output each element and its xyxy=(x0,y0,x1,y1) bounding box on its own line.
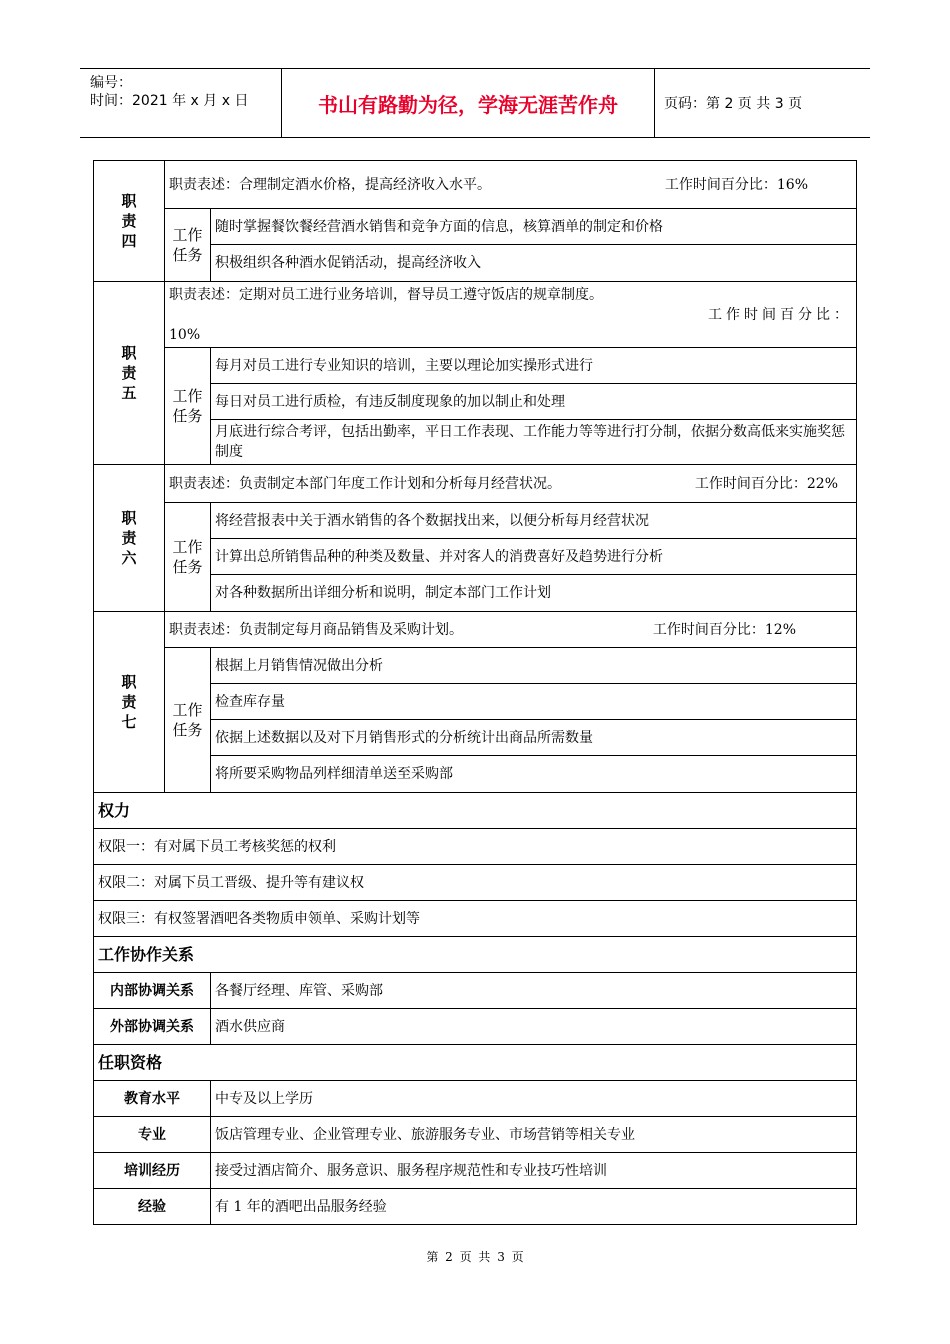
duty-row xyxy=(94,161,857,209)
task-item: 每月对员工进行专业知识的培训，主要以理论加实操形式进行 xyxy=(211,348,857,384)
duty-row xyxy=(94,612,857,648)
section-row xyxy=(94,793,857,829)
header-meta xyxy=(80,69,281,137)
document-date: 时间：2021 年 x 月 x 日 xyxy=(90,93,249,109)
duty-percent: 工作时间百分比：22% xyxy=(694,475,838,492)
duty-description: 职责表述：定期对员工进行业务培训，督导员工遵守饭店的规章制度。 工作时间百分比： 10% xyxy=(165,282,857,348)
duty-percent: 工作时间百分比：16% xyxy=(664,176,808,193)
page-footer: 第 2 页 共 3 页 xyxy=(426,1250,524,1264)
header-page-number: 页码：第 2 页 共 3 页 xyxy=(664,96,803,112)
qualification-row xyxy=(94,1117,857,1153)
qualification-value: 接受过酒店简介、服务意识、服务程序规范性和专业技巧性培训 xyxy=(211,1153,857,1189)
task-item: 积极组织各种酒水促销活动，提高经济收入 xyxy=(211,245,857,282)
duty-name: 职责六 xyxy=(94,465,165,612)
duty-percent: 工作时间百分比： xyxy=(708,306,852,323)
task-item: 对各种数据所出详细分析和说明，制定本部门工作计划 xyxy=(211,575,857,612)
qualification-row xyxy=(94,1081,857,1117)
qualification-label: 专业 xyxy=(94,1117,211,1153)
power-item: 权限一：有对属下员工考核奖惩的权利 xyxy=(94,829,857,865)
relation-label: 外部协调关系 xyxy=(94,1009,211,1045)
task-item: 根据上月销售情况做出分析 xyxy=(211,648,857,684)
task-row xyxy=(94,503,857,539)
duty-name: 职责四 xyxy=(94,161,165,282)
header-motto: 书山有路勤为径，学海无涯苦作舟 xyxy=(281,69,655,137)
duty-description: 职责表述：负责制定每月商品销售及采购计划。 工作时间百分比：12% xyxy=(165,612,857,648)
qualification-value: 饭店管理专业、企业管理专业、旅游服务专业、市场营销等相关专业 xyxy=(211,1117,857,1153)
relation-row xyxy=(94,973,857,1009)
task-item: 将所要采购物品列样细清单送至采购部 xyxy=(211,756,857,793)
duty-percent-value: 10% xyxy=(169,326,201,343)
relation-row xyxy=(94,1009,857,1045)
task-row xyxy=(94,648,857,684)
qualification-value: 有 1 年的酒吧出品服务经验 xyxy=(211,1189,857,1225)
power-row xyxy=(94,865,857,901)
task-item: 计算出总所销售品种的种类及数量、并对客人的消费喜好及趋势进行分析 xyxy=(211,539,857,575)
qualification-label: 培训经历 xyxy=(94,1153,211,1189)
relation-value: 酒水供应商 xyxy=(211,1009,857,1045)
relation-value: 各餐厅经理、库管、采购部 xyxy=(211,973,857,1009)
task-item: 随时掌握餐饮餐经营酒水销售和竞争方面的信息，核算酒单的制定和价格 xyxy=(211,209,857,245)
task-item: 每日对员工进行质检，有违反制度现象的加以制止和处理 xyxy=(211,384,857,420)
duty-name: 职责五 xyxy=(94,282,165,465)
power-row xyxy=(94,829,857,865)
duty-description: 职责表述：合理制定酒水价格，提高经济收入水平。 工作时间百分比：16% xyxy=(165,161,857,209)
section-title-power: 权力 xyxy=(94,793,857,829)
qualification-value: 中专及以上学历 xyxy=(211,1081,857,1117)
task-label: 工作任务 xyxy=(165,648,211,793)
duty-row xyxy=(94,465,857,503)
qualification-label: 经验 xyxy=(94,1189,211,1225)
duty-row xyxy=(94,282,857,348)
job-description-table xyxy=(93,160,857,1225)
task-row xyxy=(94,209,857,245)
duty-percent: 工作时间百分比：12% xyxy=(652,621,796,638)
section-row xyxy=(94,937,857,973)
task-item: 月底进行综合考评，包括出勤率，平日工作表现、工作能力等等进行打分制，依据分数高低来实施奖惩制度 xyxy=(211,420,857,465)
task-label: 工作任务 xyxy=(165,209,211,282)
power-item: 权限三：有权签署酒吧各类物质申领单、采购计划等 xyxy=(94,901,857,937)
section-row xyxy=(94,1045,857,1081)
power-item: 权限二：对属下员工晋级、提升等有建议权 xyxy=(94,865,857,901)
duty-name: 职责七 xyxy=(94,612,165,793)
task-label: 工作任务 xyxy=(165,503,211,612)
qualification-label: 教育水平 xyxy=(94,1081,211,1117)
section-title-qualifications: 任职资格 xyxy=(94,1045,857,1081)
duty-description: 职责表述：负责制定本部门年度工作计划和分析每月经营状况。 工作时间百分比：22% xyxy=(165,465,857,503)
task-item: 依据上述数据以及对下月销售形式的分析统计出商品所需数量 xyxy=(211,720,857,756)
page-header xyxy=(80,68,870,138)
relation-label: 内部协调关系 xyxy=(94,973,211,1009)
document-number: 编号： xyxy=(90,75,132,91)
task-row xyxy=(94,348,857,384)
task-label: 工作任务 xyxy=(165,348,211,465)
power-row xyxy=(94,901,857,937)
qualification-row xyxy=(94,1153,857,1189)
task-item: 将经营报表中关于酒水销售的各个数据找出来，以便分析每月经营状况 xyxy=(211,503,857,539)
qualification-row xyxy=(94,1189,857,1225)
section-title-relations: 工作协作关系 xyxy=(94,937,857,973)
task-item: 检查库存量 xyxy=(211,684,857,720)
